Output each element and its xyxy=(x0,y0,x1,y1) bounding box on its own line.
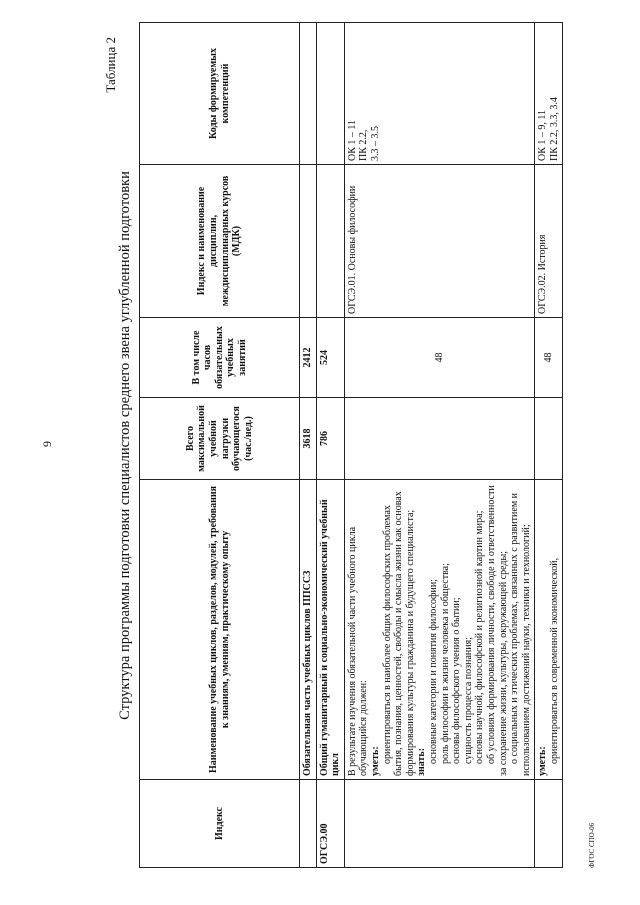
cell-mandatory: 524 xyxy=(316,318,344,398)
cell-discipline xyxy=(300,165,317,318)
req-line: об условиях формирования личности, свободе и ответственности за сохранение жизни, культуры, окружающей среды; xyxy=(485,485,509,776)
cell-mandatory: 48 xyxy=(344,318,535,398)
col-header-total: Всего максимальной учебной нагрузки обучающегося (час./нед.) xyxy=(140,398,300,480)
table-header-row xyxy=(140,23,300,868)
col-header-mandatory: В том числе часов обязательных учебных занятий xyxy=(140,318,300,398)
cell-index xyxy=(535,780,563,868)
cell-total: 786 xyxy=(316,398,344,480)
req-line: сущность процесса познания; xyxy=(462,637,474,764)
cell-mandatory: 48 xyxy=(535,318,563,398)
cell-mandatory: 2412 xyxy=(300,318,317,398)
cell-codes xyxy=(316,23,344,165)
page-title: Структура программы подготовки специалистов среднего звена углубленной подготовки xyxy=(117,171,133,720)
cell-index xyxy=(300,780,317,868)
col-header-name: Наименование учебных циклов, разделов, модулей, требования к знаниям, умениям, практическому опыту xyxy=(140,480,300,780)
cell-codes: ОК 1 – 9, 11 ПК 2.2, 3.3, 3.4 xyxy=(535,23,563,165)
req-line: уметь: xyxy=(537,746,549,776)
table-row xyxy=(344,23,535,868)
cell-index: ОГСЭ.00 xyxy=(316,780,344,868)
req-line: основные категории и понятия философии; xyxy=(427,579,439,764)
cell-discipline: ОГСЭ.02. История xyxy=(535,165,563,318)
cell-total xyxy=(344,398,535,480)
cell-discipline: ОГСЭ.01. Основы философии xyxy=(344,165,535,318)
cell-total: 3618 xyxy=(300,398,317,480)
cell-name: Обязательная часть учебных циклов ППССЗ xyxy=(300,480,317,780)
req-line: ориентироваться в современной экономической, xyxy=(548,557,560,764)
page-number: 9 xyxy=(40,441,54,447)
table-row xyxy=(535,23,563,868)
req-line: основы философского учения о бытии; xyxy=(451,597,463,764)
rotated-page-content xyxy=(103,23,583,868)
table-row xyxy=(300,23,317,868)
cell-requirements xyxy=(344,480,535,780)
cell-name: Общий гуманитарный и социально-экономический учебный цикл xyxy=(316,480,344,780)
req-line: роль философии в жизни человека и общества; xyxy=(439,563,451,764)
cell-codes: ОК 1 – 11 ПК 2.2, 3.3 – 3.5 xyxy=(344,23,535,165)
cell-codes xyxy=(300,23,317,165)
header-row xyxy=(103,23,139,868)
structure-table xyxy=(139,22,563,868)
req-line: знать: xyxy=(416,747,428,776)
footer-code: ФГОС СПО-06 xyxy=(588,822,596,868)
table-label: Таблица 2 xyxy=(103,37,118,93)
col-header-codes: Коды формируемых компетенций xyxy=(140,23,300,165)
col-header-discipline: Индекс и наименование дисциплин, междисциплинарных курсов (МДК) xyxy=(140,165,300,318)
cell-total xyxy=(535,398,563,480)
cell-index xyxy=(344,780,535,868)
cell-discipline xyxy=(316,165,344,318)
cell-requirements xyxy=(535,480,563,780)
col-header-index: Индекс xyxy=(140,780,300,868)
req-line: ориентироваться в наиболее общих философских проблемах бытия, познания, ценностей, свободы и смысла жизни как основах формирования культуры гражданина и будущего специалиста; xyxy=(381,491,416,776)
req-line: В результате изучения обязательной части учебного цикла обучающийся должен: xyxy=(346,526,370,776)
req-line: основы научной, философской и религиозной картин мира; xyxy=(474,510,486,764)
req-line: о социальных и этических проблемах, связанных с развитием и использованием достижений науки, техники и технологий; xyxy=(509,492,532,776)
table-row xyxy=(316,23,344,868)
req-line: уметь: xyxy=(369,746,381,776)
